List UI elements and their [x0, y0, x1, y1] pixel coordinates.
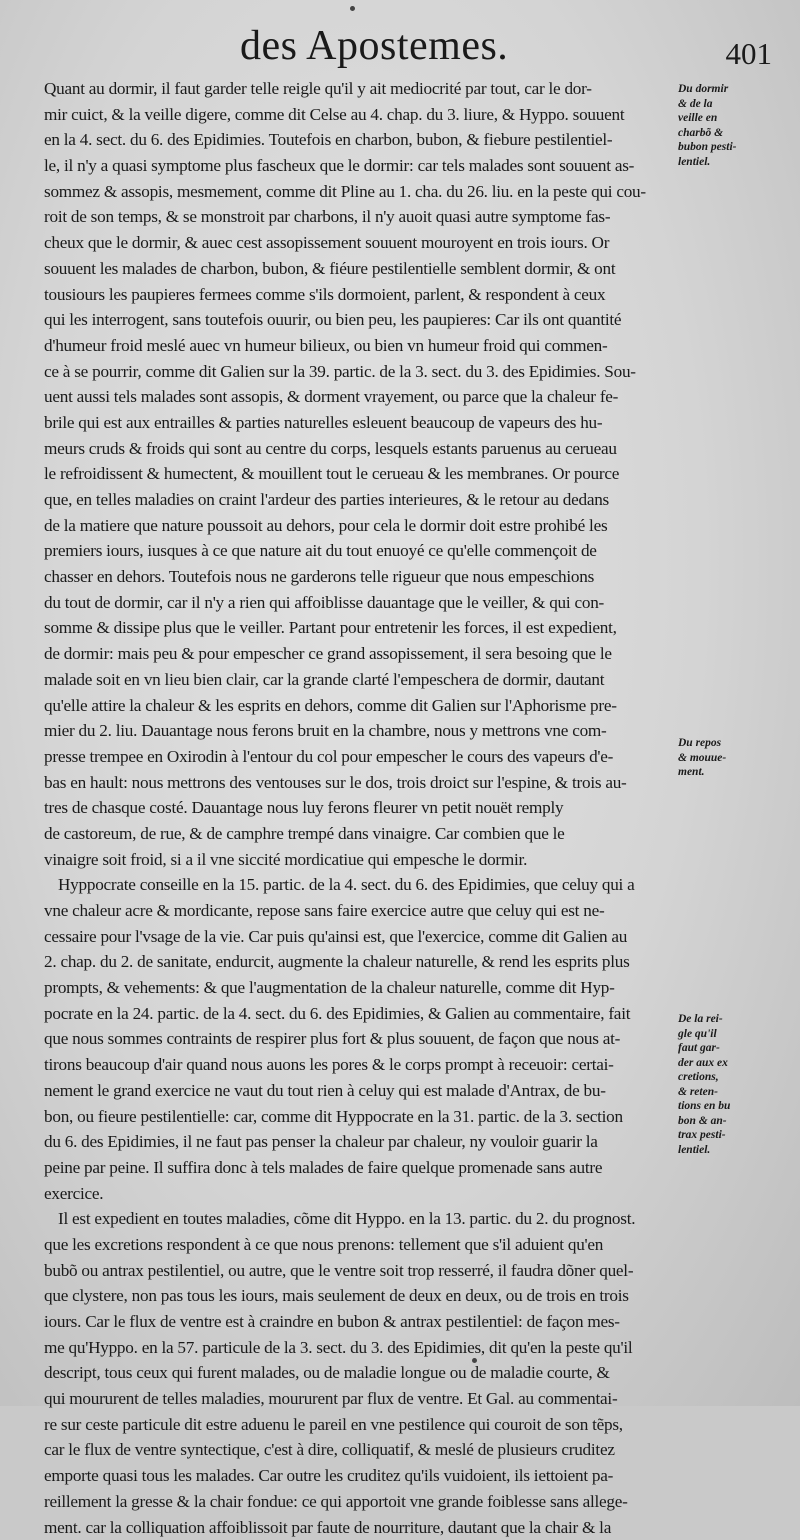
text-line: ment. car la colliquation affoiblissoit par faute de nourriture, dautant que la chair & la [44, 1515, 672, 1540]
margin-note-line: gle qu'il [678, 1027, 796, 1042]
text-line: 2. chap. du 2. de sanitate, endurcit, augmente la chaleur naturelle, & rend les esprits plus [44, 949, 672, 975]
text-line: le refroidissent & humectent, & mouillent tout le cerueau & les membranes. Or pource [44, 461, 672, 487]
text-line: souuent les malades de charbon, bubon, & fiéure pestilentielle semblent dormir, & ont [44, 256, 672, 282]
text-line: cheux que le dormir, & auec cest assopissement souuent mouroyent en trois iours. Or [44, 230, 672, 256]
text-line: du 6. des Epidimies, il ne faut pas penser la chaleur par chaleur, ny vouloir guarir la [44, 1129, 672, 1155]
text-line: exercice. [44, 1181, 672, 1207]
text-line: nement le grand exercice ne vaut du tout rien à celuy qui est malade d'Antrax, de bu- [44, 1078, 672, 1104]
text-line: peine par peine. Il suffira donc à tels malades de faire quelque promenade sans autre [44, 1155, 672, 1181]
text-line: descript, tous ceux qui furent malades, ou de maladie longue ou de maladie courte, & [44, 1360, 672, 1386]
margin-note-line: trax pesti- [678, 1128, 796, 1143]
margin-note-sleep [678, 82, 796, 169]
text-line: prompts, & vehements: & que l'augmentation de la chaleur naturelle, comme dit Hyp- [44, 975, 672, 1001]
margin-note-line: & reten- [678, 1085, 796, 1100]
text-line: tirons beaucoup d'air quand nous auons les pores & le corps prompt à receuoir: certai- [44, 1052, 672, 1078]
text-line: bas en hault: nous mettrons des ventouses sur le dos, trois droict sur l'espine, & trois au- [44, 770, 672, 796]
text-line: le, il n'y a quasi symptome plus fascheux que le dormir: car tels malades sont souuent as- [44, 153, 672, 179]
text-line: brile qui est aux entrailles & parties naturelles esleuent beaucoup de vapeurs des hu- [44, 410, 672, 436]
margin-note-line: ment. [678, 765, 796, 780]
text-line: car le flux de ventre syntectique, c'est à dire, colliquatif, & meslé de plusieurs cruditez [44, 1437, 672, 1463]
text-line: que les excretions respondent à ce que nous prenons: tellement que s'il aduient qu'en [44, 1232, 672, 1258]
text-line: ce à se pourrir, comme dit Galien sur la 39. partic. de la 3. sect. du 3. des Epidimies. Sou- [44, 359, 672, 385]
margin-note-line: tions en bu [678, 1099, 796, 1114]
margin-note-line: bubon pesti- [678, 140, 796, 155]
margin-note-line: bon & an- [678, 1114, 796, 1129]
text-line: uent aussi tels malades sont assopis, & dorment vrayement, ou parce que la chaleur fe- [44, 384, 672, 410]
text-line: tres de chasque costé. Dauantage nous luy ferons fleurer vn petit nouët remply [44, 795, 672, 821]
margin-note-line: Du dormir [678, 82, 796, 97]
text-line: qu'elle attire la chaleur & les esprits en dehors, comme dit Galien sur l'Aphorisme pre- [44, 693, 672, 719]
text-line: bon, ou fieure pestilentielle: car, comme dit Hyppocrate en la 31. partic. de la 3. section [44, 1104, 672, 1130]
text-line: re sur ceste particule dit estre aduenu le pareil en vne pestilence qui couroit de son tẽps, [44, 1412, 672, 1438]
text-line: presse trempee en Oxirodin à l'entour du col pour empescher le cours des vapeurs d'e- [44, 744, 672, 770]
text-line: mir cuict, & la veille digere, comme dit Celse au 4. chap. du 3. liure, & Hyppo. souuent [44, 102, 672, 128]
text-line: sommez & assopis, mesmement, comme dit Pline au 1. cha. du 26. liu. en la peste qui cou- [44, 179, 672, 205]
margin-note-line: Du repos [678, 736, 796, 751]
margin-note-line: cretions, [678, 1070, 796, 1085]
text-line: de castoreum, de rue, & de camphre trempé dans vinaigre. Car combien que le [44, 821, 672, 847]
margin-note-rest [678, 736, 796, 780]
margin-note-line: veille en [678, 111, 796, 126]
paper-speck [472, 1358, 477, 1363]
text-line: qui moururent de telles maladies, moururent par flux de ventre. Et Gal. au commentai- [44, 1386, 672, 1412]
text-line: pocrate en la 24. partic. de la 4. sect. du 6. des Epidimies, & Galien au commentaire, fait [44, 1001, 672, 1027]
margin-note-excretions [678, 1012, 796, 1157]
running-head: des Apostemes. [240, 22, 508, 70]
text-line: que clystere, non pas tous les iours, mais seulement de deux en deux, ou de trois en trois [44, 1283, 672, 1309]
margin-note-line: der aux ex [678, 1056, 796, 1071]
text-line: de dormir: mais peu & pour empescher ce grand assopissement, il sera besoing que le [44, 641, 672, 667]
text-line: malade soit en vn lieu bien clair, car la grande clarté l'empeschera de dormir, dautant [44, 667, 672, 693]
text-line: qui les interrogent, sans toutefois ouurir, ou bien peu, les paupieres: Car ils ont quantité [44, 307, 672, 333]
text-line: en la 4. sect. du 6. des Epidimies. Toutefois en charbon, bubon, & fiebure pestilentiel- [44, 127, 672, 153]
margin-note-line: faut gar- [678, 1041, 796, 1056]
text-line: cessaire pour l'vsage de la vie. Car puis qu'ainsi est, que l'exercice, comme dit Galien au [44, 924, 672, 950]
margin-note-line: charbõ & [678, 126, 796, 141]
text-line: reillement la gresse & la chair fondue: ce qui apportoit vne grande foiblesse sans allege- [44, 1489, 672, 1515]
margin-note-line: De la rei- [678, 1012, 796, 1027]
text-line: que, en telles maladies on craint l'ardeur des parties interieures, & le retour au dedans [44, 487, 672, 513]
text-line: emporte quasi tous les malades. Car outre les cruditez qu'ils vuidoient, ils iettoient pa- [44, 1463, 672, 1489]
text-line: tousiours les paupieres fermees comme s'ils dormoient, parlent, & respondent à ceux [44, 282, 672, 308]
page-header [0, 18, 800, 78]
text-line: iours. Car le flux de ventre est à craindre en bubon & antrax pestilentiel: de façon mes- [44, 1309, 672, 1335]
text-line: Il est expedient en toutes maladies, cõme dit Hyppo. en la 13. partic. du 2. du prognost. [44, 1206, 672, 1232]
text-line: somme & dissipe plus que le veiller. Partant pour entretenir les forces, il est expedient, [44, 615, 672, 641]
text-line: Hyppocrate conseille en la 15. partic. de la 4. sect. du 6. des Epidimies, que celuy qui a [44, 872, 672, 898]
page-number: 401 [726, 36, 773, 72]
body-text [44, 76, 672, 1540]
text-line: que nous sommes contraints de respirer plus fort & plus souuent, de façon que nous at- [44, 1026, 672, 1052]
text-line: Quant au dormir, il faut garder telle reigle qu'il y ait mediocrité par tout, car le dor- [44, 76, 672, 102]
text-line: vne chaleur acre & mordicante, repose sans faire exercice autre que celuy qui est ne- [44, 898, 672, 924]
text-line: meurs cruds & froids qui sont au centre du corps, lesquels estants paruenus au cerueau [44, 436, 672, 462]
text-line: du tout de dormir, car il n'y a rien qui affoiblisse dauantage que le veiller, & qui con- [44, 590, 672, 616]
text-line: vinaigre soit froid, si a il vne siccité mordicatiue qui empesche le dormir. [44, 847, 672, 873]
text-line: mier du 2. liu. Dauantage nous ferons bruit en la chambre, nous y mettrons vne com- [44, 718, 672, 744]
text-line: bubõ ou antrax pestilentiel, ou autre, que le ventre soit trop resserré, il faudra dõner quel- [44, 1258, 672, 1284]
text-line: roit de son temps, & se monstroit par charbons, il n'y auoit quasi autre symptome fas- [44, 204, 672, 230]
text-line: d'humeur froid meslé auec vn humeur bilieux, ou bien vn humeur froid qui commen- [44, 333, 672, 359]
text-line: me qu'Hyppo. en la 57. particule de la 3. sect. du 3. des Epidimies, dit qu'en la peste qu'il [44, 1335, 672, 1361]
text-line: premiers iours, iusques à ce que nature ait du tout enuoyé ce qu'elle commençoit de [44, 538, 672, 564]
margin-note-line: lentiel. [678, 1143, 796, 1158]
text-line: chasser en dehors. Toutefois nous ne garderons telle rigueur que nous empeschions [44, 564, 672, 590]
text-line: de la matiere que nature poussoit au dehors, pour cela le dormir doit estre prohibé les [44, 513, 672, 539]
margin-note-line: & de la [678, 97, 796, 112]
margin-note-line: & mouue- [678, 751, 796, 766]
margin-note-line: lentiel. [678, 155, 796, 170]
paper-speck [350, 6, 355, 11]
